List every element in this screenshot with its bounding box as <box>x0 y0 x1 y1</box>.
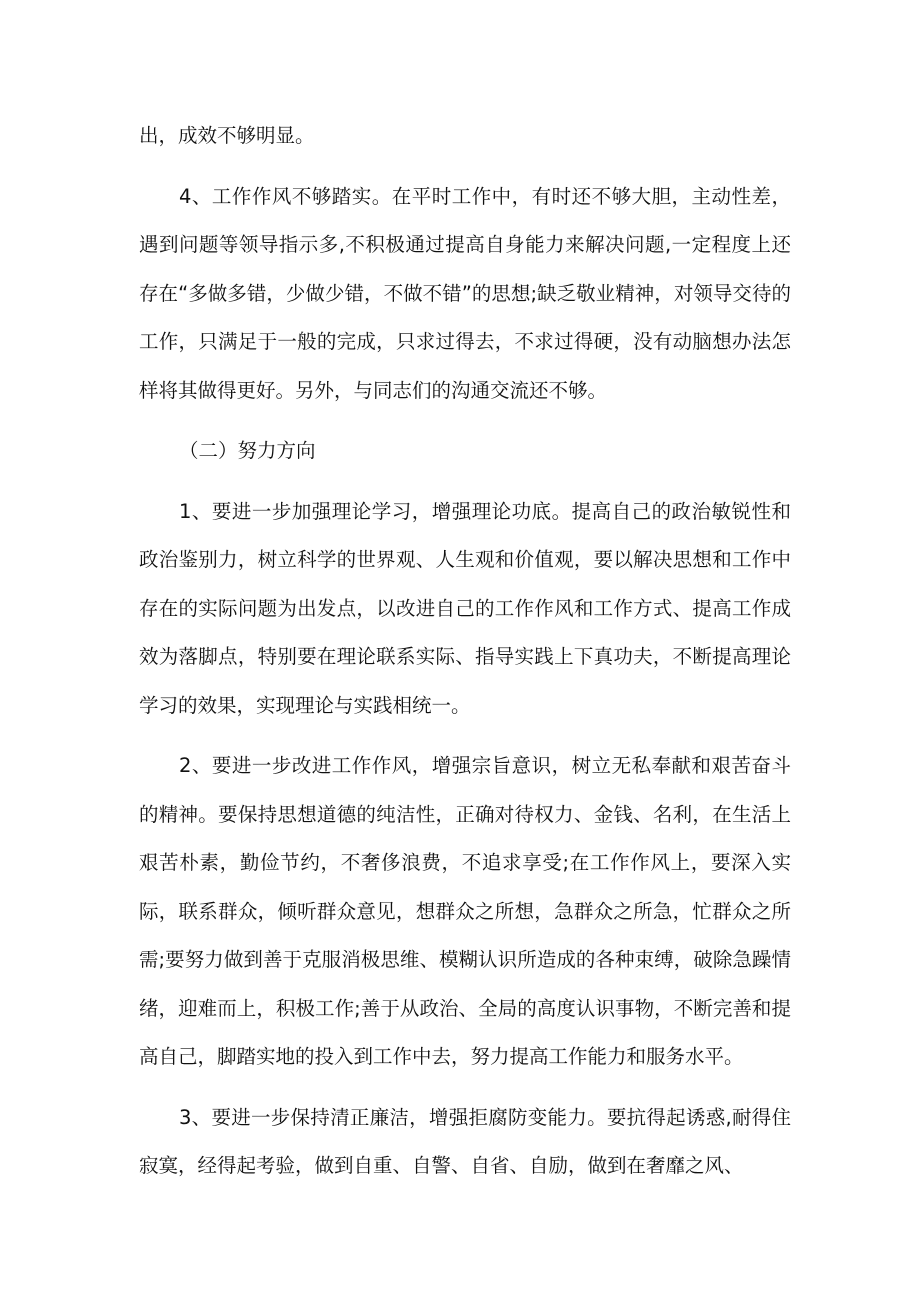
paragraph-gap <box>139 161 791 173</box>
paragraph-gap <box>139 476 791 488</box>
paragraph-integrity: 3、要进一步保持清正廉洁，增强拒腐防变能力。要抗得起诱惑,耐得住寂寞，经得起考验，做到自重、自警、自省、自励，做到在奢靡之风、 <box>139 1105 791 1177</box>
paragraph-gap <box>139 730 791 742</box>
document-body <box>139 112 791 1191</box>
paragraph-work-style: 4、工作作风不够踏实。在平时工作中，有时还不够大胆，主动性差，遇到问题等领导指示多,不积极通过提高自身能力来解决问题,一定程度上还存在“多做多错，少做少错，不做不错”的思想;缺乏敬业精神，对领导交待的工作，只满足于一般的完成，只求过得去，不求过得硬，没有动脑想办法怎样将其做得更好。另外，与同志们的沟通交流还不够。 <box>139 184 791 402</box>
paragraph-theory-study: 1、要进一步加强理论学习，增强理论功底。提高自己的政治敏锐性和政治鉴别力，树立科学的世界观、人生观和价值观，要以解决思想和工作中存在的实际问题为出发点，以改进自己的工作作风和工作方式、提高工作成效为落脚点，特别要在理论联系实际、指导实践上下真功夫，不断提高理论学习的效果，实现理论与实践相统一。 <box>139 499 791 717</box>
paragraph-gap <box>139 415 791 427</box>
paragraph-improve-style: 2、要进一步改进工作作风，增强宗旨意识，树立无私奉献和艰苦奋斗的精神。要保持思想道德的纯洁性，正确对待权力、金钱、名利，在生活上艰苦朴素，勤俭节约，不奢侈浪费，不追求享受;在工作作风上，要深入实际，联系群众，倾听群众意见，想群众之所想，急群众之所急，忙群众之所需;要努力做到善于克服消极思维、模糊认识所造成的各种束缚，破除急躁情绪，迎难而上，积极工作;善于从政治、全局的高度认识事物，不断完善和提高自己，脚踏实地的投入到工作中去，努力提高工作能力和服务水平。 <box>139 754 791 1068</box>
paragraph-gap <box>139 1082 791 1094</box>
paragraph-continuation: 出，成效不够明显。 <box>139 124 315 147</box>
section-heading: （二）努力方向 <box>179 439 316 462</box>
